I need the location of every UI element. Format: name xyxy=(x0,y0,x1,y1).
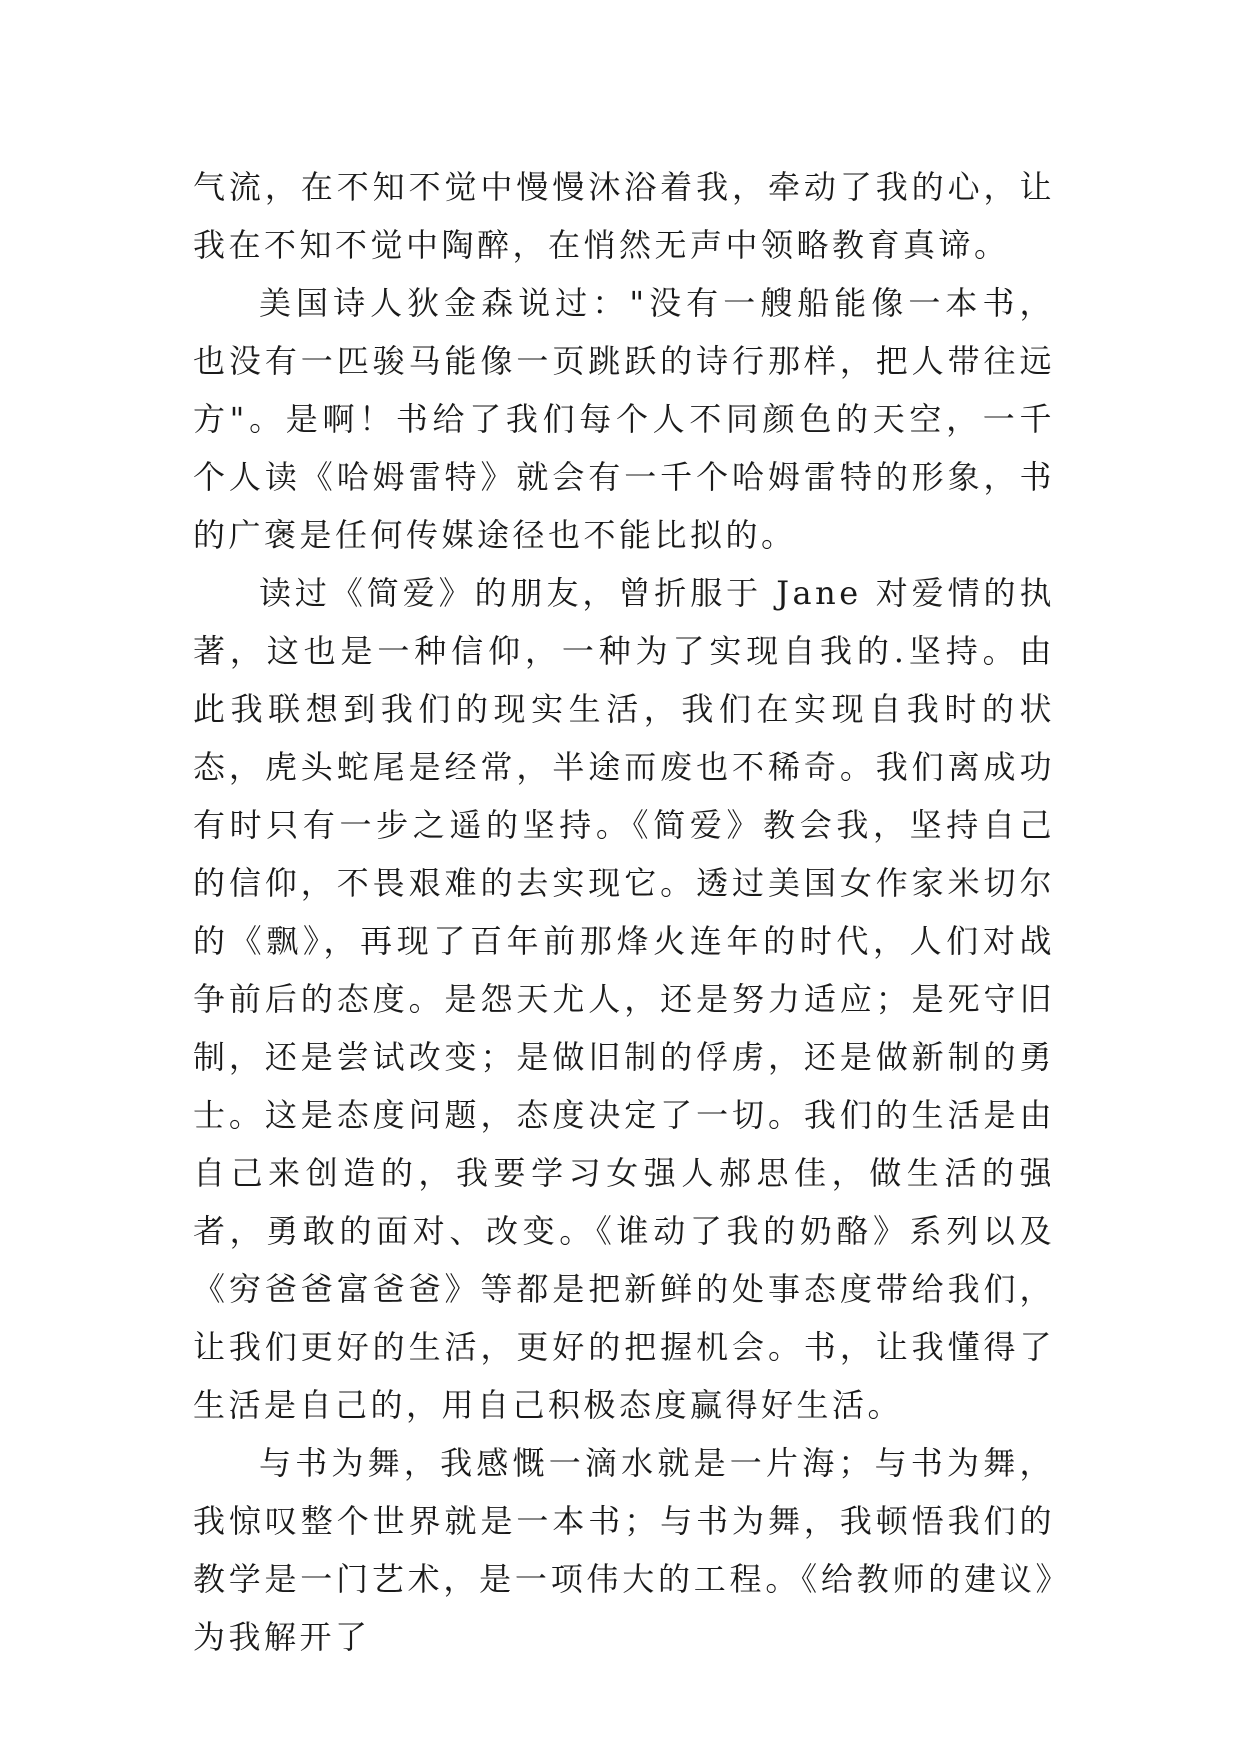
paragraph-3: 读过《简爱》的朋友，曾折服于 Jane 对爱情的执著，这也是一种信仰，一种为了实现自我的.坚持。由此我联想到我们的现实生活，我们在实现自我时的状态，虎头蛇尾是经常，半途而废也不稀奇。我们离成功有时只有一步之遥的坚持。《简爱》教会我，坚持自己的信仰，不畏艰难的去实现它。透过美国女作家米切尔的《飘》，再现了百年前那烽火连年的时代，人们对战争前后的态度。是怨天尤人，还是努力适应；是死守旧制，还是尝试改变；是做旧制的俘虏，还是做新制的勇士。这是态度问题，态度决定了一切。我们的生活是由自己来创造的，我要学习女强人郝思佳，做生活的强者，勇敢的面对、改变。《谁动了我的奶酪》系列以及《穷爸爸富爸爸》等都是把新鲜的处事态度带给我们，让我们更好的生活，更好的把握机会。书，让我懂得了生活是自己的，用自己积极态度赢得好生活。 xyxy=(193,574,1055,1424)
paragraph-2: 美国诗人狄金森说过："没有一艘船能像一本书，也没有一匹骏马能像一页跳跃的诗行那样，把人带往远方"。是啊！书给了我们每个人不同颜色的天空，一千个人读《哈姆雷特》就会有一千个哈姆雷特的形象，书的广褒是任何传媒途径也不能比拟的。 xyxy=(193,284,1055,554)
paragraph-4: 与书为舞，我感慨一滴水就是一片海；与书为舞，我惊叹整个世界就是一本书；与书为舞，我顿悟我们的教学是一门艺术，是一项伟大的工程。《给教师的建议》为我解开了 xyxy=(193,1444,1055,1656)
paragraph-1: 气流，在不知不觉中慢慢沐浴着我，牵动了我的心，让我在不知不觉中陶醉，在悄然无声中领略教育真谛。 xyxy=(193,168,1055,264)
document-body xyxy=(193,158,1055,1666)
